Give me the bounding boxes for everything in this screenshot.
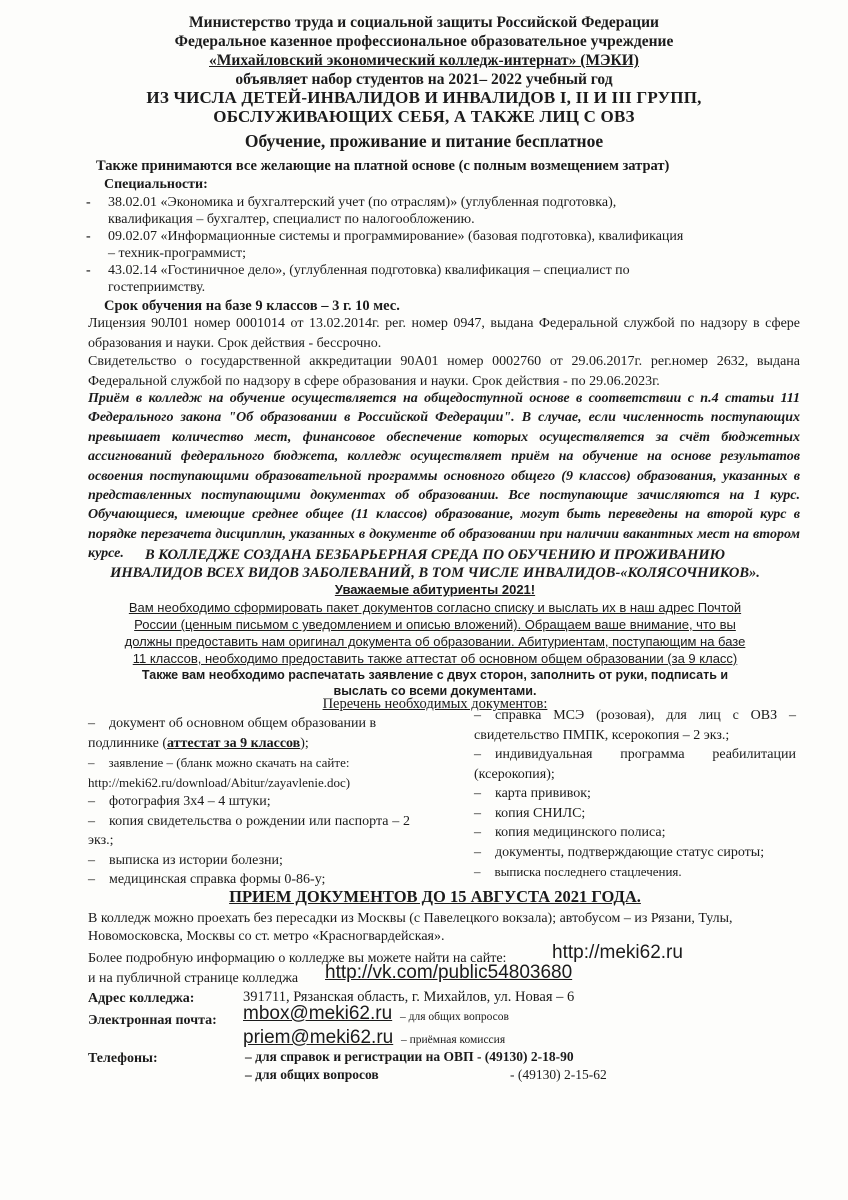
travel-line-1: В колледж можно проехать без пересадки из Москвы (с Павелецкого вокзала); автобусом – из Рязани, Тулы, [88,911,733,926]
doc-item [88,753,410,792]
print-notice-line: Также вам необходимо распечатать заявление с двух сторон, заполнить от руки, подписать и [141,668,729,682]
specialty-line: 38.02.01 «Экономика и бухгалтерский учет (по отраслям)» (углубленная подготовка), [108,195,617,210]
bullet: - [86,195,91,210]
notice-line: России (ценным письмом с уведомлением и описью вложений). Обращаем ваше внимание, что вы [134,617,736,632]
target-line-2: ОБСЛУЖИВАЮЩИХ СЕБЯ, А ТАКЖЕ ЛИЦ С ОВЗ [213,107,635,126]
doc-text: ); [300,735,309,751]
notice-line: 11 классов, необходимо предоставить также аттестат об основном общем образовании (за 9 класс) [132,651,738,666]
specialty-line: квалификация – бухгалтер, специалист по налогообложению. [108,212,475,227]
doc-text: заявление – (бланк можно скачать на сайте: http://meki62.ru/download/Abitur/zayavlenie.doc) [88,755,351,790]
dash: – [88,794,95,809]
dash: – [88,755,95,770]
doc-bold-text: аттестат за 9 классов [167,735,301,751]
doc-item [88,851,410,871]
doc-text: выписка из истории болезни; [109,852,283,868]
duration-line: Срок обучения на базе 9 классов – 3 г. 10 мес. [104,298,400,314]
barrier-free-line-1: В КОЛЛЕДЖЕ СОЗДАНА БЕЗБАРЬЕРНАЯ СРЕДА ПО ОБУЧЕНИЮ И ПРОЖИВАНИЮ [145,547,725,563]
accreditation-text: Свидетельство о государственной аккредитации 90А01 номер 0002760 от 29.06.2017г. рег.номер 2632, выдана Федеральной службой по надзору в сфере образования и науки. Срок действия - по 29.06.2023г. [88,354,800,389]
doc-text: копия медицинского полиса; [495,825,666,840]
travel-line-2: Новомосковска, Москвы со ст. метро «Красногвардейская». [88,929,445,944]
specialty-line: – техник-программист; [108,246,246,261]
dash: – [474,786,481,801]
email-general-note: – для общих вопросов [400,1011,509,1023]
specialty-item [86,194,798,228]
doc-item [474,804,796,824]
specialty-item [86,262,798,296]
dash: – [474,844,481,860]
address-label: Адрес колледжа: [88,991,195,1006]
print-notice-line: выслать со всеми документами. [333,684,537,698]
dash: – [88,872,95,887]
doc-text: индивидуальная программа реабилитации (ксерокопия); [474,747,796,782]
docs-title: Перечень необходимых документов: [322,696,548,712]
doc-item [474,862,796,882]
doc-item [88,792,410,812]
doc-text: копия свидетельства о рождении или паспорта – 2 экз.; [88,813,410,848]
specialty-line: 43.02.14 «Гостиничное дело», (углубленная подготовка) квалификация – специалист по [108,263,630,278]
doc-item [88,812,410,851]
doc-item [474,745,796,784]
email-admission-note: – приёмная комиссия [401,1034,506,1046]
specialties-title: Специальности: [104,177,208,192]
dash: – [474,805,481,821]
bullet: - [86,263,91,278]
doc-text: карта прививок; [495,786,591,801]
deadline: ПРИЕМ ДОКУМЕНТОВ ДО 15 АВГУСТА 2021 ГОДА. [229,887,641,906]
doc-item [474,706,796,745]
docs-left-list [88,714,410,890]
email-admission-link[interactable]: priem@meki62.ru [243,1027,394,1048]
doc-item [88,714,410,753]
address-value: 391711, Рязанская область, г. Михайлов, ул. Новая – 6 [243,989,575,1005]
license-text: Лицензия 90Л01 номер 0001014 от 13.02.2014г. рег. номер 0947, выдана Федеральной службой по надзору в сфере образования и науки. Срок действия - бессрочно. [88,316,800,351]
email-label: Электронная почта: [88,1013,217,1028]
notice-line: должны предоставить нам оригинал документа об образовании. Абитуриентам, поступающим на базе [124,634,746,649]
phone-line-1: – для справок и регистрации на ОВП - (49130) 2-18-90 [245,1049,574,1064]
phone-line-2-number: - (49130) 2-15-62 [510,1067,607,1082]
more-info-text: Более подробную информацию о колледже вы можете найти на сайте: [88,951,507,966]
doc-text: документ об основном общем образовании в подлиннике ( [88,716,377,751]
phone-line-2-desc: – для общих вопросов [245,1067,379,1082]
admission-text: Приём в колледж на обучение осуществляется на общедоступной основе в соответствии с п.4 статьи 111 Федерального закона "Об образовании в Российской Федерации". В случае, если численность поступающих превышает количество мест, финансовое обеспечение которых осуществляется за счёт бюджетных ассигнований федерального бюджета, колледж осуществляет приём на обучение на основе результатов освоения поступающими образовательной программы основного общего (9 классов) образования, указанных в представленных поступающими документах об образовании. Все поступающие зачисляются на 1 курс. Обучающиеся, имеющие среднее общее (11 классов) образование, могут быть переведены на второй курс в порядке перезачета дисциплин, указанных в документе об образовании при наличии вакантных мест на втором курсе. [88,391,800,562]
dash: – [474,747,481,762]
phones-label: Телефоны: [88,1051,158,1066]
dash: – [88,716,95,731]
barrier-free-line-2: ИНВАЛИДОВ ВСЕХ ВИДОВ ЗАБОЛЕВАНИЙ, В ТОМ ЧИСЛЕ ИНВАЛИДОВ-«КОЛЯСОЧНИКОВ». [110,565,760,581]
docs-right-list [474,706,796,882]
college-name: «Михайловский экономический колледж-интернат» (МЭКИ) [209,52,639,69]
dash: – [88,813,95,829]
doc-text: выписка последнего стацлечения. [494,864,682,879]
doc-item [474,784,796,804]
target-line-1: ИЗ ЧИСЛА ДЕТЕЙ-ИНВАЛИДОВ И ИНВАЛИДОВ I, II И III ГРУПП, [146,88,702,107]
dash: – [474,825,481,840]
notice-line: Вам необходимо сформировать пакет документов согласно списку и выслать их в наш адрес Почтой [128,600,742,615]
dash: – [88,852,95,868]
free-line: Обучение, проживание и питание бесплатное [244,131,604,151]
doc-text: документы, подтверждающие статус сироты; [495,844,765,860]
greeting: Уважаемые абитуриенты 2021! [334,582,536,597]
doc-text: копия СНИЛС; [495,805,586,821]
doc-text: медицинская справка формы 0-86-у; [109,872,326,887]
specialty-item [86,228,798,262]
bullet: - [86,229,91,244]
dash: – [474,708,481,723]
dash: – [474,864,481,879]
doc-item [474,843,796,863]
paid-line: Также принимаются все желающие на платной основе (с полным возмещением затрат) [96,158,670,174]
doc-item [474,823,796,843]
site-link[interactable]: http://meki62.ru [552,942,683,963]
announce-line: объявляет набор студентов на 2021– 2022 учебный год [235,71,613,88]
institution-type-line: Федеральное казенное профессиональное образовательное учреждение [174,33,674,50]
specialty-line: гостеприимству. [108,280,206,295]
vk-link[interactable]: http://vk.com/public54803680 [325,962,573,983]
doc-text: справка МСЭ (розовая), для лиц с ОВЗ – свидетельство ПМПК, ксерокопия – 2 экз.; [474,708,796,743]
doc-text: фотография 3х4 – 4 штуки; [109,794,271,809]
ministry-line: Министерство труда и социальной защиты Российской Федерации [189,14,659,31]
email-general-link[interactable]: mbox@meki62.ru [243,1003,393,1024]
public-page-text: и на публичной странице колледжа [88,971,299,986]
specialty-line: 09.02.07 «Информационные системы и программирование» (базовая подготовка), квалификация [108,229,684,244]
